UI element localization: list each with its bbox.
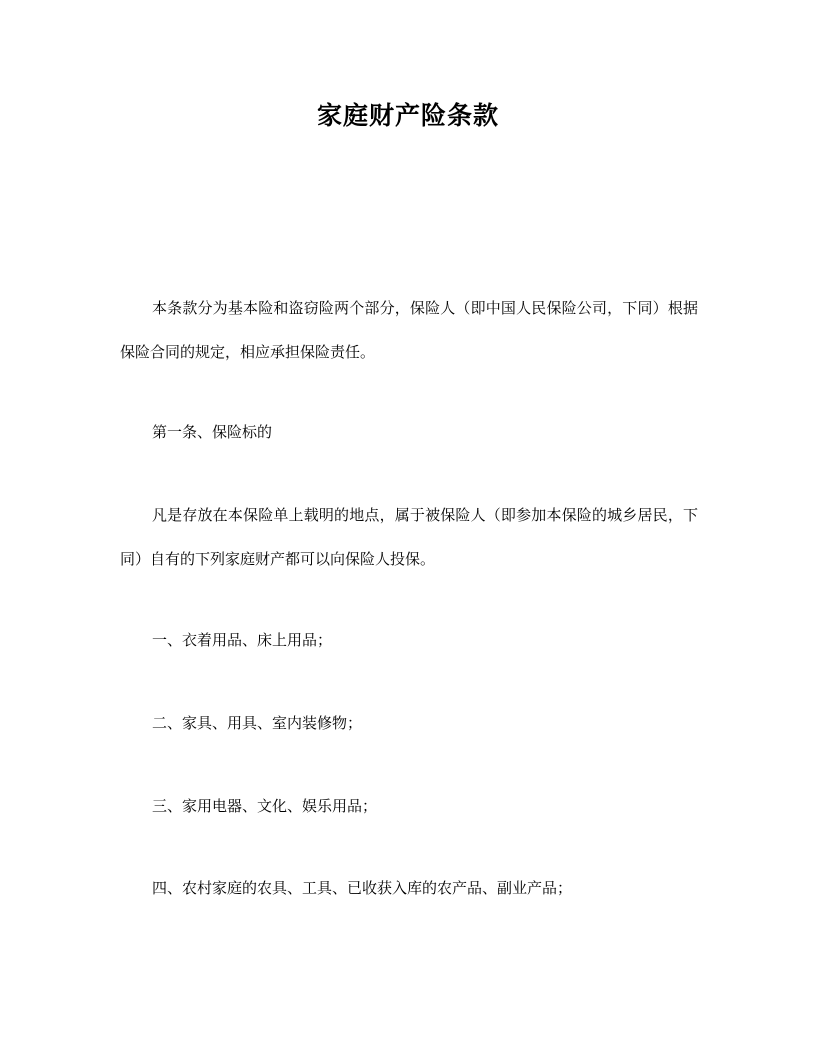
list-item-appliances: 三、家用电器、文化、娱乐用品； (152, 797, 378, 815)
article-one-body: 凡是存放在本保险单上载明的地点，属于被保险人（即参加本保险的城乡居民，下同）自有的下列家庭财产都可以向保险人投保。 (120, 506, 698, 568)
list-item-farm-tools: 四、农村家庭的农具、工具、已收获入库的农产品、副业产品； (152, 879, 573, 897)
list-item-clothing: 一、衣着用品、床上用品； (152, 631, 333, 649)
list-item-furniture: 二、家具、用具、室内装修物； (152, 714, 363, 732)
document-title: 家庭财产险条款 (316, 101, 499, 130)
article-one-heading: 第一条、保险标的 (152, 423, 273, 441)
intro-paragraph: 本条款分为基本险和盗窃险两个部分，保险人（即中国人民保险公司，下同）根据保险合同的规定，相应承担保险责任。 (120, 299, 698, 361)
